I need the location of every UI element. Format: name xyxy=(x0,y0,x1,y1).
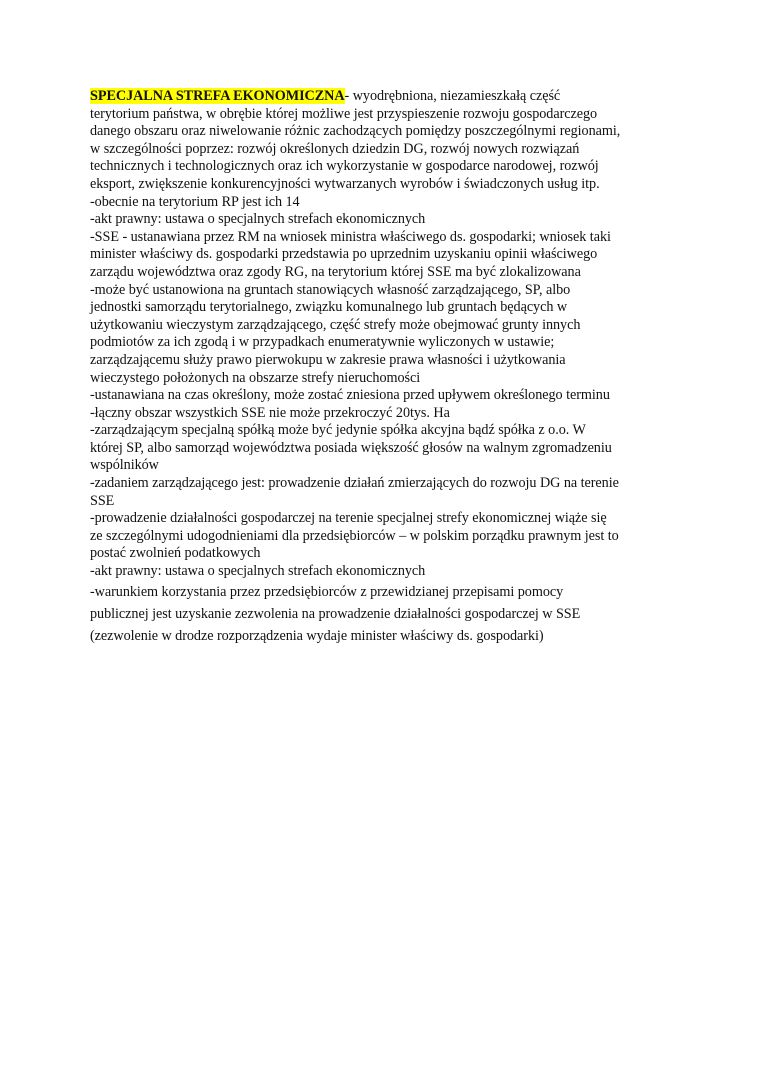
text-line: terytorium państwa, w obrębie której możliwe jest przyspieszenie rozwoju gospodarczego xyxy=(90,105,598,122)
text-line: której SP, albo samorząd województwa posiada większość głosów na walnym zgromadzeniu xyxy=(90,439,612,456)
text-line: ze szczególnymi udogodnieniami dla przedsiębiorców – w polskim porządku prawnym jest to xyxy=(90,527,619,544)
text-line: -łączny obszar wszystkich SSE nie może przekroczyć 20tys. Ha xyxy=(90,404,450,421)
text-line: jednostki samorządu terytorialnego, związku komunalnego lub gruntach będących w xyxy=(90,299,568,316)
text-line: minister właściwy ds. gospodarki przedstawia po uprzednim uzyskaniu opinii właściwego xyxy=(90,246,598,263)
heading-line xyxy=(90,88,680,106)
text-line: technicznych i technologicznych oraz ich wykorzystanie w gospodarce narodowej, rozwój xyxy=(90,158,599,175)
text-line: -ustanawiana na czas określony, może zostać zniesiona przed upływem określonego terminu xyxy=(90,387,610,404)
document-body xyxy=(90,88,680,647)
text-line: SSE xyxy=(90,492,115,509)
text-line: -zarządzającym specjalną spółką może być jedynie spółka akcyjna bądź spółka z o.o. W xyxy=(90,422,586,439)
text-line: publicznej jest uzyskanie zezwolenia na prowadzenie działalności gospodarczej w SSE xyxy=(90,605,581,622)
text-line: -może być ustanowiona na gruntach stanowiących własność zarządzającego, SP, albo xyxy=(90,281,571,298)
text-line: -zadaniem zarządzającego jest: prowadzenie działań zmierzających do rozwoju DG na terenie xyxy=(90,475,619,492)
text-line: -SSE - ustanawiana przez RM na wniosek ministra właściwego ds. gospodarki; wniosek taki xyxy=(90,228,611,245)
text-line: danego obszaru oraz niwelowanie różnic zachodzących pomiędzy poszczególnymi regionami, xyxy=(90,123,621,140)
heading-definition: - wyodrębniona, niezamieszkałą część xyxy=(344,88,561,104)
text-line: wieczystego położonych na obszarze strefy nieruchomości xyxy=(90,369,421,386)
text-line: wspólników xyxy=(90,457,159,474)
highlighted-term: SPECJALNA STREFA EKONOMICZNA xyxy=(90,88,345,104)
text-line: -prowadzenie działalności gospodarczej na terenie specjalnej strefy ekonomicznej wiąże się xyxy=(90,510,607,527)
text-line: użytkowaniu wieczystym zarządzającego, część strefy może obejmować grunty innych xyxy=(90,316,581,333)
text-line: podmiotów za ich zgodą i w przypadkach enumeratywnie wyliczonych w ustawie; xyxy=(90,334,555,351)
text-line: zarządu województwa oraz zgody RG, na terytorium której SSE ma być zlokalizowana xyxy=(90,263,581,280)
text-line: w szczególności poprzez: rozwój określonych dziedzin DG, rozwój nowych rozwiązań xyxy=(90,140,580,157)
text-line: postać zwolnień podatkowych xyxy=(90,545,261,562)
text-line: -warunkiem korzystania przez przedsiębiorców z przewidzianej przepisami pomocy xyxy=(90,583,564,600)
text-line: eksport, zwiększenie konkurencyjności wytwarzanych wyrobów i świadczonych usług itp. xyxy=(90,175,600,192)
text-line: zarządzającemu służy prawo pierwokupu w zakresie prawa własności i użytkowania xyxy=(90,351,566,368)
text-line: -akt prawny: ustawa o specjalnych strefach ekonomicznych xyxy=(90,563,426,580)
text-line: -akt prawny: ustawa o specjalnych strefach ekonomicznych xyxy=(90,211,426,228)
text-line: (zezwolenie w drodze rozporządzenia wydaje minister właściwy ds. gospodarki) xyxy=(90,627,544,644)
text-line: -obecnie na terytorium RP jest ich 14 xyxy=(90,193,300,210)
